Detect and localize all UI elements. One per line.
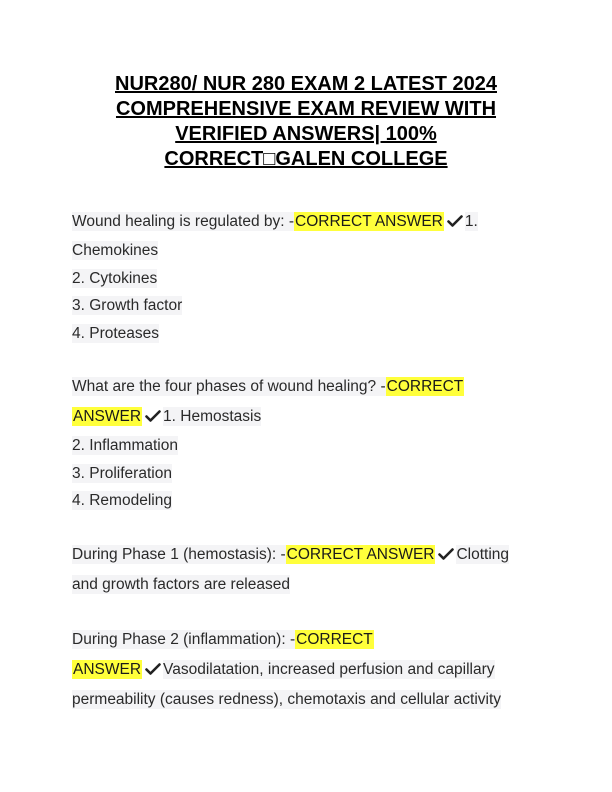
question-line <box>72 372 542 402</box>
checkmark-icon <box>145 663 161 675</box>
answer-line: 2. Cytokines <box>72 269 158 287</box>
answer-text: Vasodilatation, increased perfusion and capillary <box>163 660 495 678</box>
answer-text: Clotting <box>456 545 510 563</box>
correct-answer-label: ANSWER <box>73 660 142 678</box>
title-line: VERIFIED ANSWERS| 100% <box>175 123 437 145</box>
answer-line: 3. Proliferation <box>72 464 172 482</box>
correct-answer-label: ANSWER <box>73 408 142 425</box>
title-line: COMPREHENSIVE EXAM REVIEW WITH <box>115 98 497 120</box>
answer-text: 1. Hemostasis <box>163 408 262 425</box>
title-line: NUR280/ NUR 280 EXAM 2 LATEST 2024 <box>115 73 497 95</box>
answer-line: 4. Proteases <box>72 324 160 342</box>
question-text: During Phase 2 (inflammation): - <box>72 630 296 648</box>
correct-answer-label: CORRECT <box>386 378 464 395</box>
question-line <box>72 540 542 570</box>
correct-answer-label: CORRECT ANSWER <box>286 545 435 563</box>
checkmark-icon <box>447 215 463 227</box>
answer-line: permeability (causes redness), chemotaxis and cellular activity <box>72 690 502 708</box>
answer-line: 2. Inflammation <box>72 437 178 454</box>
answer-line: 3. Growth factor <box>72 297 183 314</box>
answer-line <box>72 655 542 685</box>
answer-text: 1. <box>464 213 478 230</box>
answer-line: Chemokines <box>72 242 159 259</box>
question-line <box>72 625 542 655</box>
answer-line <box>72 402 542 432</box>
correct-answer-label: CORRECT <box>296 630 373 648</box>
document-body <box>72 207 542 715</box>
document-title <box>60 72 552 172</box>
question-line <box>72 207 542 237</box>
checkmark-icon <box>438 548 454 560</box>
answer-line: and growth factors are released <box>72 575 290 593</box>
correct-answer-label: CORRECT ANSWER <box>295 213 443 230</box>
question-text: Wound healing is regulated by: - <box>72 213 295 230</box>
question-text: During Phase 1 (hemostasis): - <box>72 545 286 563</box>
checkmark-icon <box>145 410 161 422</box>
title-line: CORRECT□GALEN COLLEGE <box>164 148 448 170</box>
answer-line: 4. Remodeling <box>72 492 172 509</box>
question-text: What are the four phases of wound healing? - <box>72 378 386 395</box>
